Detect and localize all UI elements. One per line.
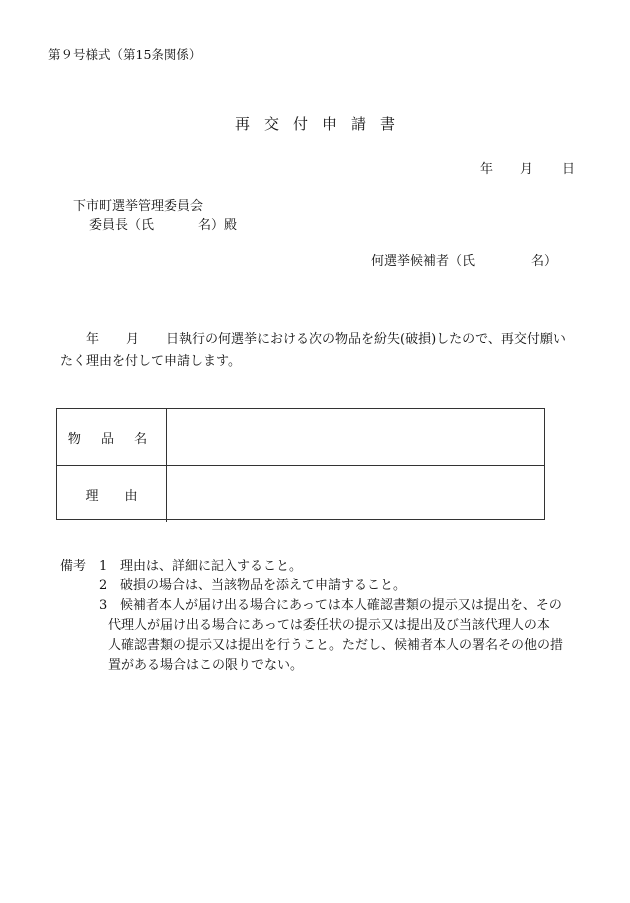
document-title: 再交付申請書 <box>234 115 409 133</box>
applicant-suffix: 名） <box>531 254 558 269</box>
body-paragraph-line-2: たく理由を付して申請します。 <box>60 354 241 369</box>
date-month-label: 月 <box>520 162 534 177</box>
note-3-text-line-4: 置がある場合はこの限りでない。 <box>108 658 304 673</box>
chair-prefix: 委員長（氏 <box>89 218 155 233</box>
items-table <box>56 408 545 520</box>
date-day-label: 日 <box>562 162 576 177</box>
body-text: 日執行の何選挙における次の物品を紛失(破損)したので、再交付願い <box>166 332 566 347</box>
chair-suffix: 名）殿 <box>198 218 238 233</box>
body-year: 年 <box>86 332 100 347</box>
addressee-organization: 下市町選挙管理委員会 <box>73 199 204 214</box>
note-3-number: 3 <box>99 598 108 613</box>
applicant-line <box>371 255 557 268</box>
reason-field[interactable] <box>167 466 544 522</box>
notes-label: 備考 <box>60 559 87 574</box>
form-number: 第９号様式（第15条関係） <box>48 47 202 62</box>
body-month: 月 <box>126 332 140 347</box>
note-3-text-line-1: 候補者本人が届け出る場合にあっては本人確認書類の提示又は提出を、その <box>120 598 562 613</box>
table-row-item-name <box>57 409 544 465</box>
note-2-text: 破損の場合は、当該物品を添えて申請すること。 <box>120 578 407 593</box>
note-1-text: 理由は、詳細に記入すること。 <box>120 559 303 574</box>
table-row-reason <box>57 465 544 522</box>
addressee-chair <box>89 219 237 232</box>
note-2-number: 2 <box>99 578 108 593</box>
date-year-label: 年 <box>480 162 494 177</box>
note-1-number: 1 <box>99 559 108 574</box>
item-name-field[interactable] <box>167 409 544 465</box>
item-name-label: 物 品 名 <box>57 409 167 465</box>
note-3-text-line-2: 代理人が届け出る場合にあっては委任状の提示又は提出及び当該代理人の本 <box>108 618 550 633</box>
applicant-prefix: 何選挙候補者（氏 <box>371 254 476 269</box>
reason-label: 理 由 <box>57 466 167 522</box>
note-3-text-line-3: 人確認書類の提示又は提出を行うこと。ただし、候補者本人の署名その他の措 <box>108 638 564 653</box>
